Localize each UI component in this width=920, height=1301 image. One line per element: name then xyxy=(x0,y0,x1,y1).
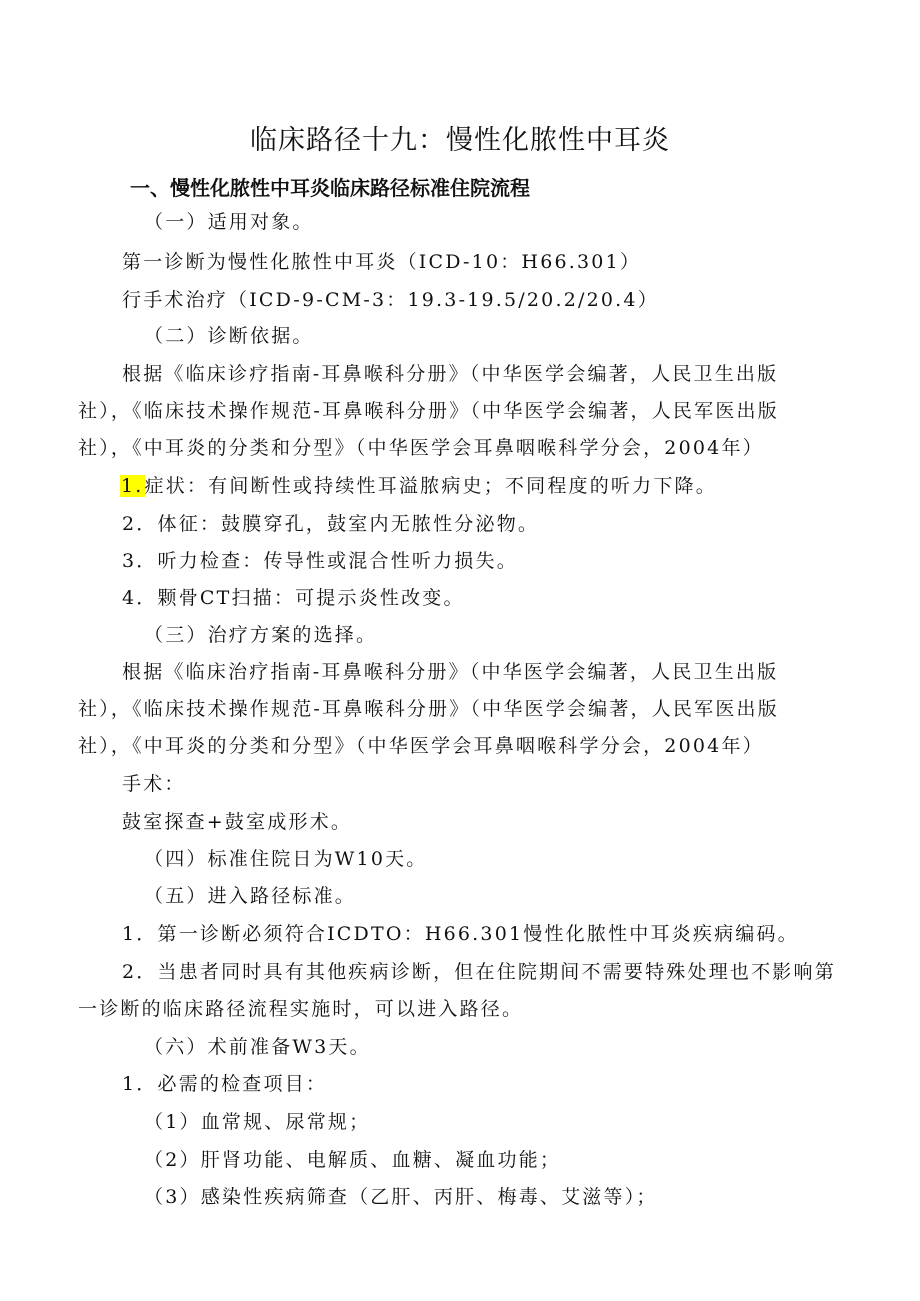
subsection-heading: （六）术前准备W3天。 xyxy=(144,1036,371,1058)
subsection-heading: （三）治疗方案的选择。 xyxy=(144,624,378,646)
section-heading: 一、慢性化脓性中耳炎临床路径标准住院流程 xyxy=(130,176,530,200)
subsection-heading: （四）标准住院日为W10天。 xyxy=(144,848,428,870)
paragraph-line: 社），《临床技术操作规范-耳鼻喉科分册》（中华医学会编著，人民军医出版 xyxy=(78,400,779,422)
list-item: 1．第一诊断必须符合ICDTO：H66.301慢性化脓性中耳炎疾病编码。 xyxy=(122,923,799,945)
paragraph-line: 根据《临床诊疗指南-耳鼻喉科分册》（中华医学会编著，人民卫生出版 xyxy=(122,363,779,385)
list-item: （3）感染性疾病筛查（乙肝、丙肝、梅毒、艾滋等）； xyxy=(144,1186,658,1208)
paragraph-line: 第一诊断为慢性化脓性中耳炎（ICD-10：H66.301） xyxy=(122,251,642,273)
highlighted-list-number: 1. xyxy=(121,475,144,497)
paragraph-line: 行手术治疗（ICD-9-CM-3：19.3-19.5/20.2/20.4） xyxy=(122,289,659,311)
paragraph-line: 根据《临床治疗指南-耳鼻喉科分册》（中华医学会编著，人民卫生出版 xyxy=(122,661,779,683)
list-item: 2．当患者同时具有其他疾病诊断，但在住院期间不需要特殊处理也不影响第 xyxy=(122,961,836,983)
list-item: （2）肝肾功能、电解质、血糖、凝血功能； xyxy=(144,1149,562,1171)
paragraph-line: 社），《中耳炎的分类和分型》（中华医学会耳鼻咽喉科学分会，2004年） xyxy=(78,437,764,459)
list-item: 2．体征：鼓膜穿孔，鼓室内无脓性分泌物。 xyxy=(122,513,540,535)
subsection-heading: （二）诊断依据。 xyxy=(144,325,314,347)
paragraph-line: 社），《中耳炎的分类和分型》（中华医学会耳鼻咽喉科学分会，2004年） xyxy=(78,735,764,757)
paragraph-line: 手术： xyxy=(122,773,186,795)
list-item: （1）血常规、尿常规； xyxy=(144,1111,371,1133)
paragraph-line: 鼓室探查+鼓室成形术。 xyxy=(122,811,353,833)
list-item: 1．必需的检查项目： xyxy=(122,1073,328,1095)
list-item: 3．听力检查：传导性或混合性听力损失。 xyxy=(122,550,518,572)
list-item xyxy=(120,474,717,498)
subsection-heading: （五）进入路径标准。 xyxy=(144,885,357,907)
document-title: 临床路径十九：慢性化脓性中耳炎 xyxy=(250,125,670,156)
paragraph-line: 一诊断的临床路径流程实施时，可以进入路径。 xyxy=(78,998,524,1020)
list-item-text: 症状：有间断性或持续性耳溢脓病史；不同程度的听力下降。 xyxy=(144,475,717,497)
list-item: 4．颗骨CT扫描：可提示炎性改变。 xyxy=(122,587,465,609)
subsection-heading: （一）适用对象。 xyxy=(144,211,314,233)
paragraph-line: 社），《临床技术操作规范-耳鼻喉科分册》（中华医学会编著，人民军医出版 xyxy=(78,698,779,720)
